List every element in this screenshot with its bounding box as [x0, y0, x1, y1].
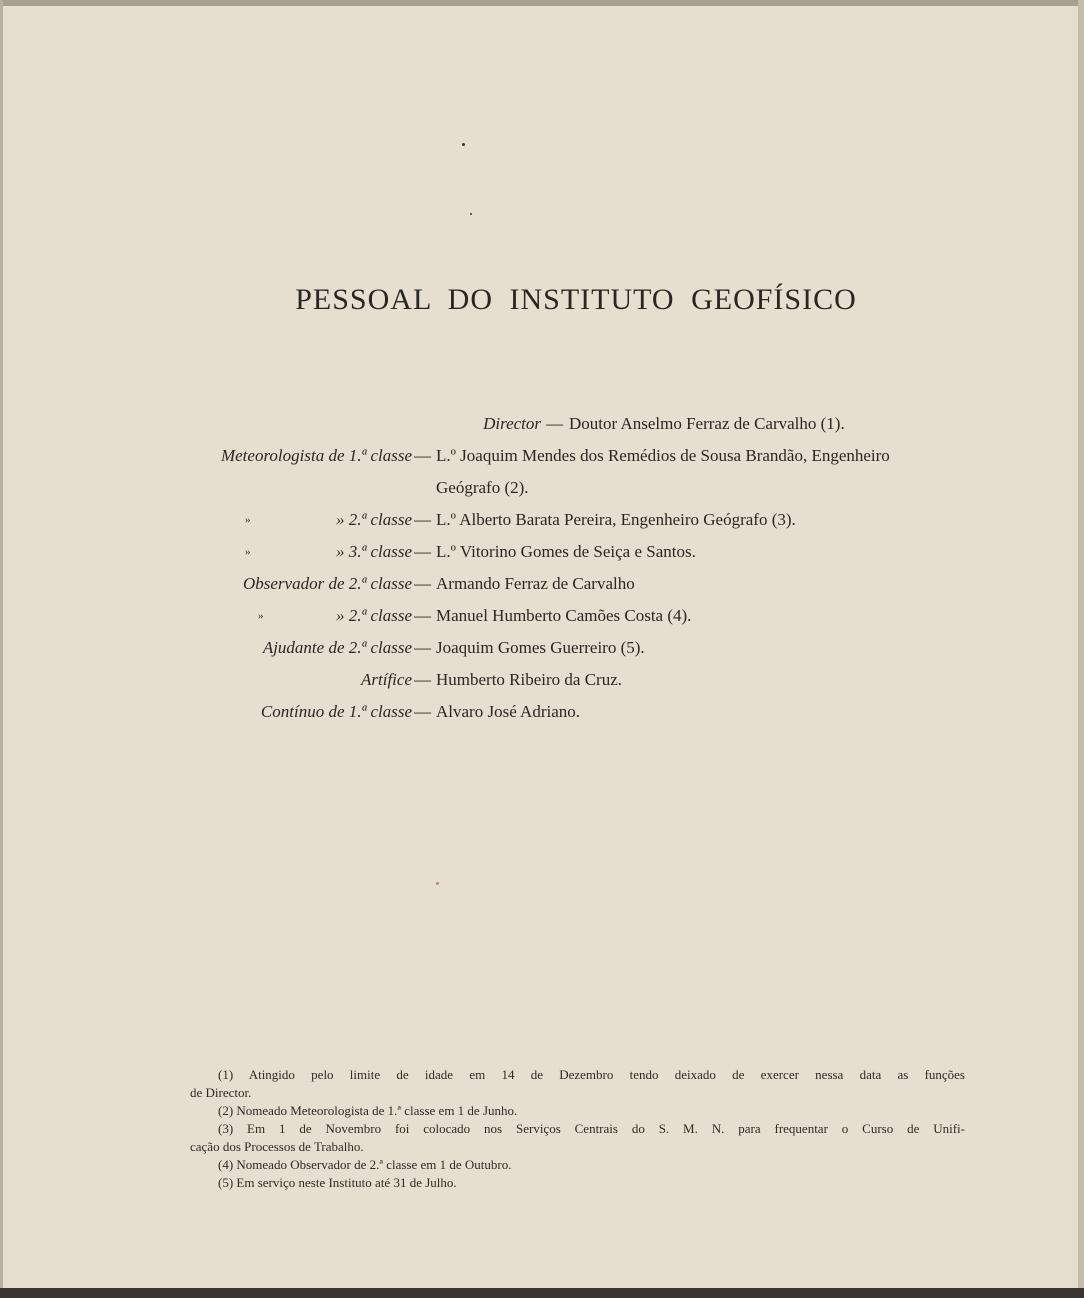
dash-separator: — [414, 638, 431, 657]
staff-role: » 2.ª classe [336, 606, 412, 625]
footnote-3: (3) Em 1 de Novembro foi colocado nos Serviços Centrais do S. M. N. para frequentar o Curso de Unifi- [218, 1121, 965, 1136]
staff-row-meteorologista-2 [150, 504, 1010, 536]
footnote-1: (1) Atingido pelo limite de idade em 14 de Dezembro tendo deixado de exercer nessa data as funções [218, 1067, 965, 1082]
staff-role: Contínuo de 1.ª classe [260, 702, 412, 721]
page-edge-right [1078, 0, 1084, 1298]
page-title: PESSOAL DO INSTITUTO GEOFÍSICO [295, 283, 857, 316]
ink-speck [470, 213, 472, 215]
staff-name: Geógrafo (2). [436, 478, 529, 497]
staff-row-observador-2 [150, 600, 1010, 632]
page-edge-left [0, 0, 3, 1298]
staff-role: Artífice [361, 670, 412, 689]
staff-name: Armando Ferraz de Carvalho [436, 574, 635, 593]
staff-role: Meteorologista de 1.ª classe [220, 446, 412, 465]
staff-role: » 3.ª classe [336, 542, 412, 561]
staff-list [150, 408, 1010, 728]
dash-separator: — [414, 670, 431, 689]
dash-separator: — [414, 574, 431, 593]
staff-row-continuo [150, 696, 1010, 728]
ditto-mark: » [258, 610, 264, 622]
staff-role: Director [483, 414, 541, 433]
staff-name: Joaquim Gomes Guerreiro (5). [436, 638, 645, 657]
staff-name: L.º Alberto Barata Pereira, Engenheiro Geógrafo (3). [436, 510, 796, 529]
ink-speck [462, 143, 465, 146]
page-edge-bottom [0, 1288, 1084, 1298]
staff-role: Observador de 2.ª classe [243, 574, 412, 593]
staff-row-meteorologista-1 [150, 440, 1010, 472]
staff-name: L.º Vitorino Gomes de Seiça e Santos. [436, 542, 696, 561]
staff-name: L.º Joaquim Mendes dos Remédios de Sousa Brandão, Engenheiro [436, 446, 890, 465]
staff-row-artifice [150, 664, 1010, 696]
staff-name: Doutor Anselmo Ferraz de Carvalho (1). [569, 414, 845, 433]
staff-role: Ajudante de 2.ª classe [262, 638, 412, 657]
ditto-mark: » [245, 546, 251, 558]
footnote-3-continuation: cação dos Processos de Trabalho. [190, 1139, 364, 1154]
footnote-1-continuation: de Director. [190, 1085, 252, 1100]
footnotes [190, 1066, 965, 1192]
staff-name: Manuel Humberto Camões Costa (4). [436, 606, 692, 625]
dash-separator: — [414, 542, 431, 561]
ink-speck [436, 882, 439, 885]
footnote-4: (4) Nomeado Observador de 2.ª classe em 1 de Outubro. [218, 1157, 512, 1172]
dash-separator: — [546, 414, 563, 433]
page-edge-top [0, 0, 1084, 6]
dash-separator: — [414, 606, 431, 625]
footnote-5: (5) Em serviço neste Instituto até 31 de Julho. [218, 1175, 457, 1190]
dash-separator: — [414, 702, 431, 721]
ditto-mark: » [245, 514, 251, 526]
staff-row-director [150, 408, 1010, 440]
staff-role: » 2.ª classe [336, 510, 412, 529]
dash-separator: — [414, 446, 431, 465]
staff-row-continuation [150, 472, 1010, 504]
staff-row-meteorologista-3 [150, 536, 1010, 568]
staff-row-observador-1 [150, 568, 1010, 600]
staff-row-ajudante [150, 632, 1010, 664]
dash-separator: — [414, 510, 431, 529]
staff-name: Humberto Ribeiro da Cruz. [436, 670, 623, 689]
footnote-2: (2) Nomeado Meteorologista de 1.ª classe em 1 de Junho. [218, 1103, 518, 1118]
staff-name: Alvaro José Adriano. [436, 702, 581, 721]
